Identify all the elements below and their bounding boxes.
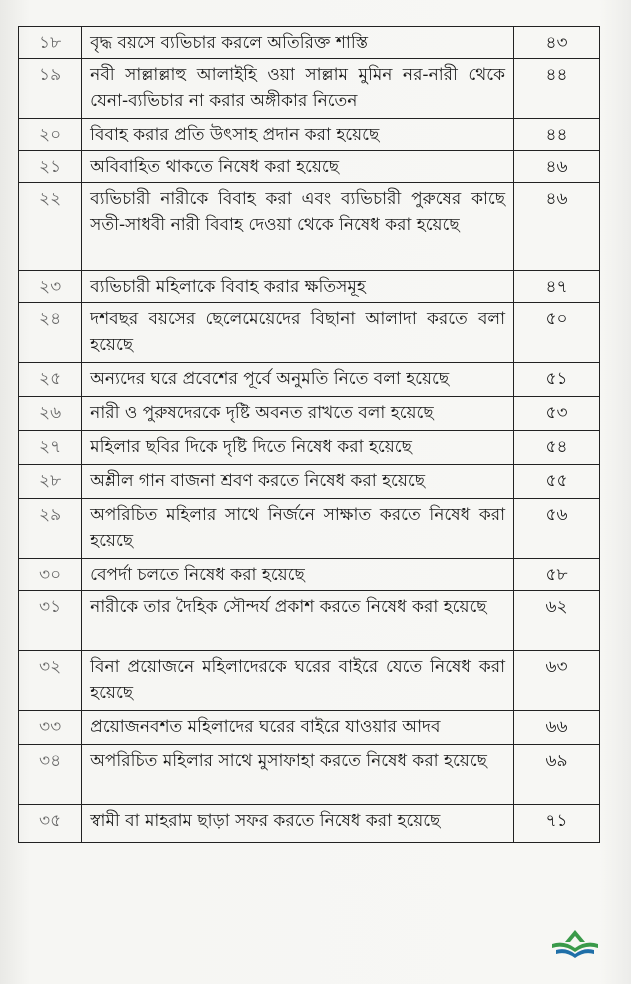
row-number: ৩২ bbox=[19, 651, 82, 711]
row-number: ৩১ bbox=[19, 591, 82, 651]
row-title: মহিলার ছবির দিকে দৃষ্টি দিতে নিষেধ করা হয়েছে bbox=[82, 431, 514, 465]
row-title: দশবছর বয়সের ছেলেমেয়েদের বিছানা আলাদা করতে বলা হয়েছে bbox=[82, 303, 514, 363]
row-number: ২৪ bbox=[19, 303, 82, 363]
toc-row bbox=[19, 27, 600, 59]
row-page-number: ৫১ bbox=[514, 363, 600, 397]
row-page-number: ৫৬ bbox=[514, 499, 600, 559]
row-title: নারীকে তার দৈহিক সৌন্দর্য প্রকাশ করতে নিষেধ করা হয়েছে bbox=[82, 591, 514, 651]
toc-row bbox=[19, 183, 600, 271]
row-title: প্রয়োজনবশত মহিলাদের ঘরের বাইরে যাওয়ার আদব bbox=[82, 711, 514, 745]
row-title: নবী সাল্লাল্লাহু আলাইহি ওয়া সাল্লাম মুমিন নর-নারী থেকে যেনা-ব্যভিচার না করার অঙ্গীকার নিতেন bbox=[82, 59, 514, 119]
toc-row bbox=[19, 651, 600, 711]
toc-row bbox=[19, 745, 600, 805]
row-title: বৃদ্ধ বয়সে ব্যভিচার করলে অতিরিক্ত শাস্তি bbox=[82, 27, 514, 59]
row-page-number: ৬২ bbox=[514, 591, 600, 651]
toc-row bbox=[19, 271, 600, 303]
row-title: অন্যদের ঘরে প্রবেশের পূর্বে অনুমতি নিতে বলা হয়েছে bbox=[82, 363, 514, 397]
row-page-number: ৪৪ bbox=[514, 119, 600, 151]
row-number: ২৮ bbox=[19, 465, 82, 499]
row-number: ২৯ bbox=[19, 499, 82, 559]
toc-row bbox=[19, 559, 600, 591]
row-title: বেপর্দা চলতে নিষেধ করা হয়েছে bbox=[82, 559, 514, 591]
row-title: অবিবাহিত থাকতে নিষেধ করা হয়েছে bbox=[82, 151, 514, 183]
row-page-number: ৬৩ bbox=[514, 651, 600, 711]
toc-row bbox=[19, 465, 600, 499]
row-page-number: ৫০ bbox=[514, 303, 600, 363]
row-page-number: ৪৬ bbox=[514, 151, 600, 183]
toc-row bbox=[19, 363, 600, 397]
row-title: ব্যভিচারী নারীকে বিবাহ করা এবং ব্যভিচারী পুরুষের কাছে সতী-সাধবী নারী বিবাহ দেওয়া থেকে নিষেধ করা হয়েছে bbox=[82, 183, 514, 271]
row-title: অশ্লীল গান বাজনা শ্রবণ করতে নিষেধ করা হয়েছে bbox=[82, 465, 514, 499]
row-number: ৩৫ bbox=[19, 805, 82, 843]
row-number: ২২ bbox=[19, 183, 82, 271]
toc-row bbox=[19, 119, 600, 151]
toc-row bbox=[19, 397, 600, 431]
row-page-number: ৫৪ bbox=[514, 431, 600, 465]
toc-row bbox=[19, 711, 600, 745]
row-number: ১৯ bbox=[19, 59, 82, 119]
row-title: বিনা প্রয়োজনে মহিলাদেরকে ঘরের বাইরে যেতে নিষেধ করা হয়েছে bbox=[82, 651, 514, 711]
row-page-number: ৫৮ bbox=[514, 559, 600, 591]
row-number: ১৮ bbox=[19, 27, 82, 59]
row-number: ৩৪ bbox=[19, 745, 82, 805]
toc-row bbox=[19, 591, 600, 651]
toc-row bbox=[19, 303, 600, 363]
row-title: ব্যভিচারী মহিলাকে বিবাহ করার ক্ষতিসমূহ bbox=[82, 271, 514, 303]
row-number: ২৭ bbox=[19, 431, 82, 465]
row-number: ২৩ bbox=[19, 271, 82, 303]
row-page-number: ৪৬ bbox=[514, 183, 600, 271]
toc-row bbox=[19, 59, 600, 119]
row-page-number: ৭১ bbox=[514, 805, 600, 843]
row-page-number: ৫৩ bbox=[514, 397, 600, 431]
row-number: ৩০ bbox=[19, 559, 82, 591]
row-title: অপরিচিত মহিলার সাথে নির্জনে সাক্ষাত করতে নিষেধ করা হয়েছে bbox=[82, 499, 514, 559]
row-number: ২০ bbox=[19, 119, 82, 151]
row-number: ২৬ bbox=[19, 397, 82, 431]
row-page-number: ৪৭ bbox=[514, 271, 600, 303]
row-page-number: ৬৬ bbox=[514, 711, 600, 745]
row-number: ৩৩ bbox=[19, 711, 82, 745]
toc-row bbox=[19, 499, 600, 559]
toc-row bbox=[19, 151, 600, 183]
open-book-logo-icon bbox=[548, 928, 602, 962]
row-page-number: ৪৪ bbox=[514, 59, 600, 119]
row-page-number: ৬৯ bbox=[514, 745, 600, 805]
row-title: অপরিচিত মহিলার সাথে মুসাফাহা করতে নিষেধ করা হয়েছে bbox=[82, 745, 514, 805]
row-title: নারী ও পুরুষদেরকে দৃষ্টি অবনত রাখতে বলা হয়েছে bbox=[82, 397, 514, 431]
toc-body bbox=[19, 27, 600, 843]
toc-row bbox=[19, 431, 600, 465]
row-page-number: ৫৫ bbox=[514, 465, 600, 499]
row-page-number: ৪৩ bbox=[514, 27, 600, 59]
toc-row bbox=[19, 805, 600, 843]
row-number: ২৫ bbox=[19, 363, 82, 397]
table-of-contents bbox=[18, 26, 600, 843]
row-number: ২১ bbox=[19, 151, 82, 183]
row-title: স্বামী বা মাহরাম ছাড়া সফর করতে নিষেধ করা হয়েছে bbox=[82, 805, 514, 843]
row-title: বিবাহ করার প্রতি উৎসাহ প্রদান করা হয়েছে bbox=[82, 119, 514, 151]
